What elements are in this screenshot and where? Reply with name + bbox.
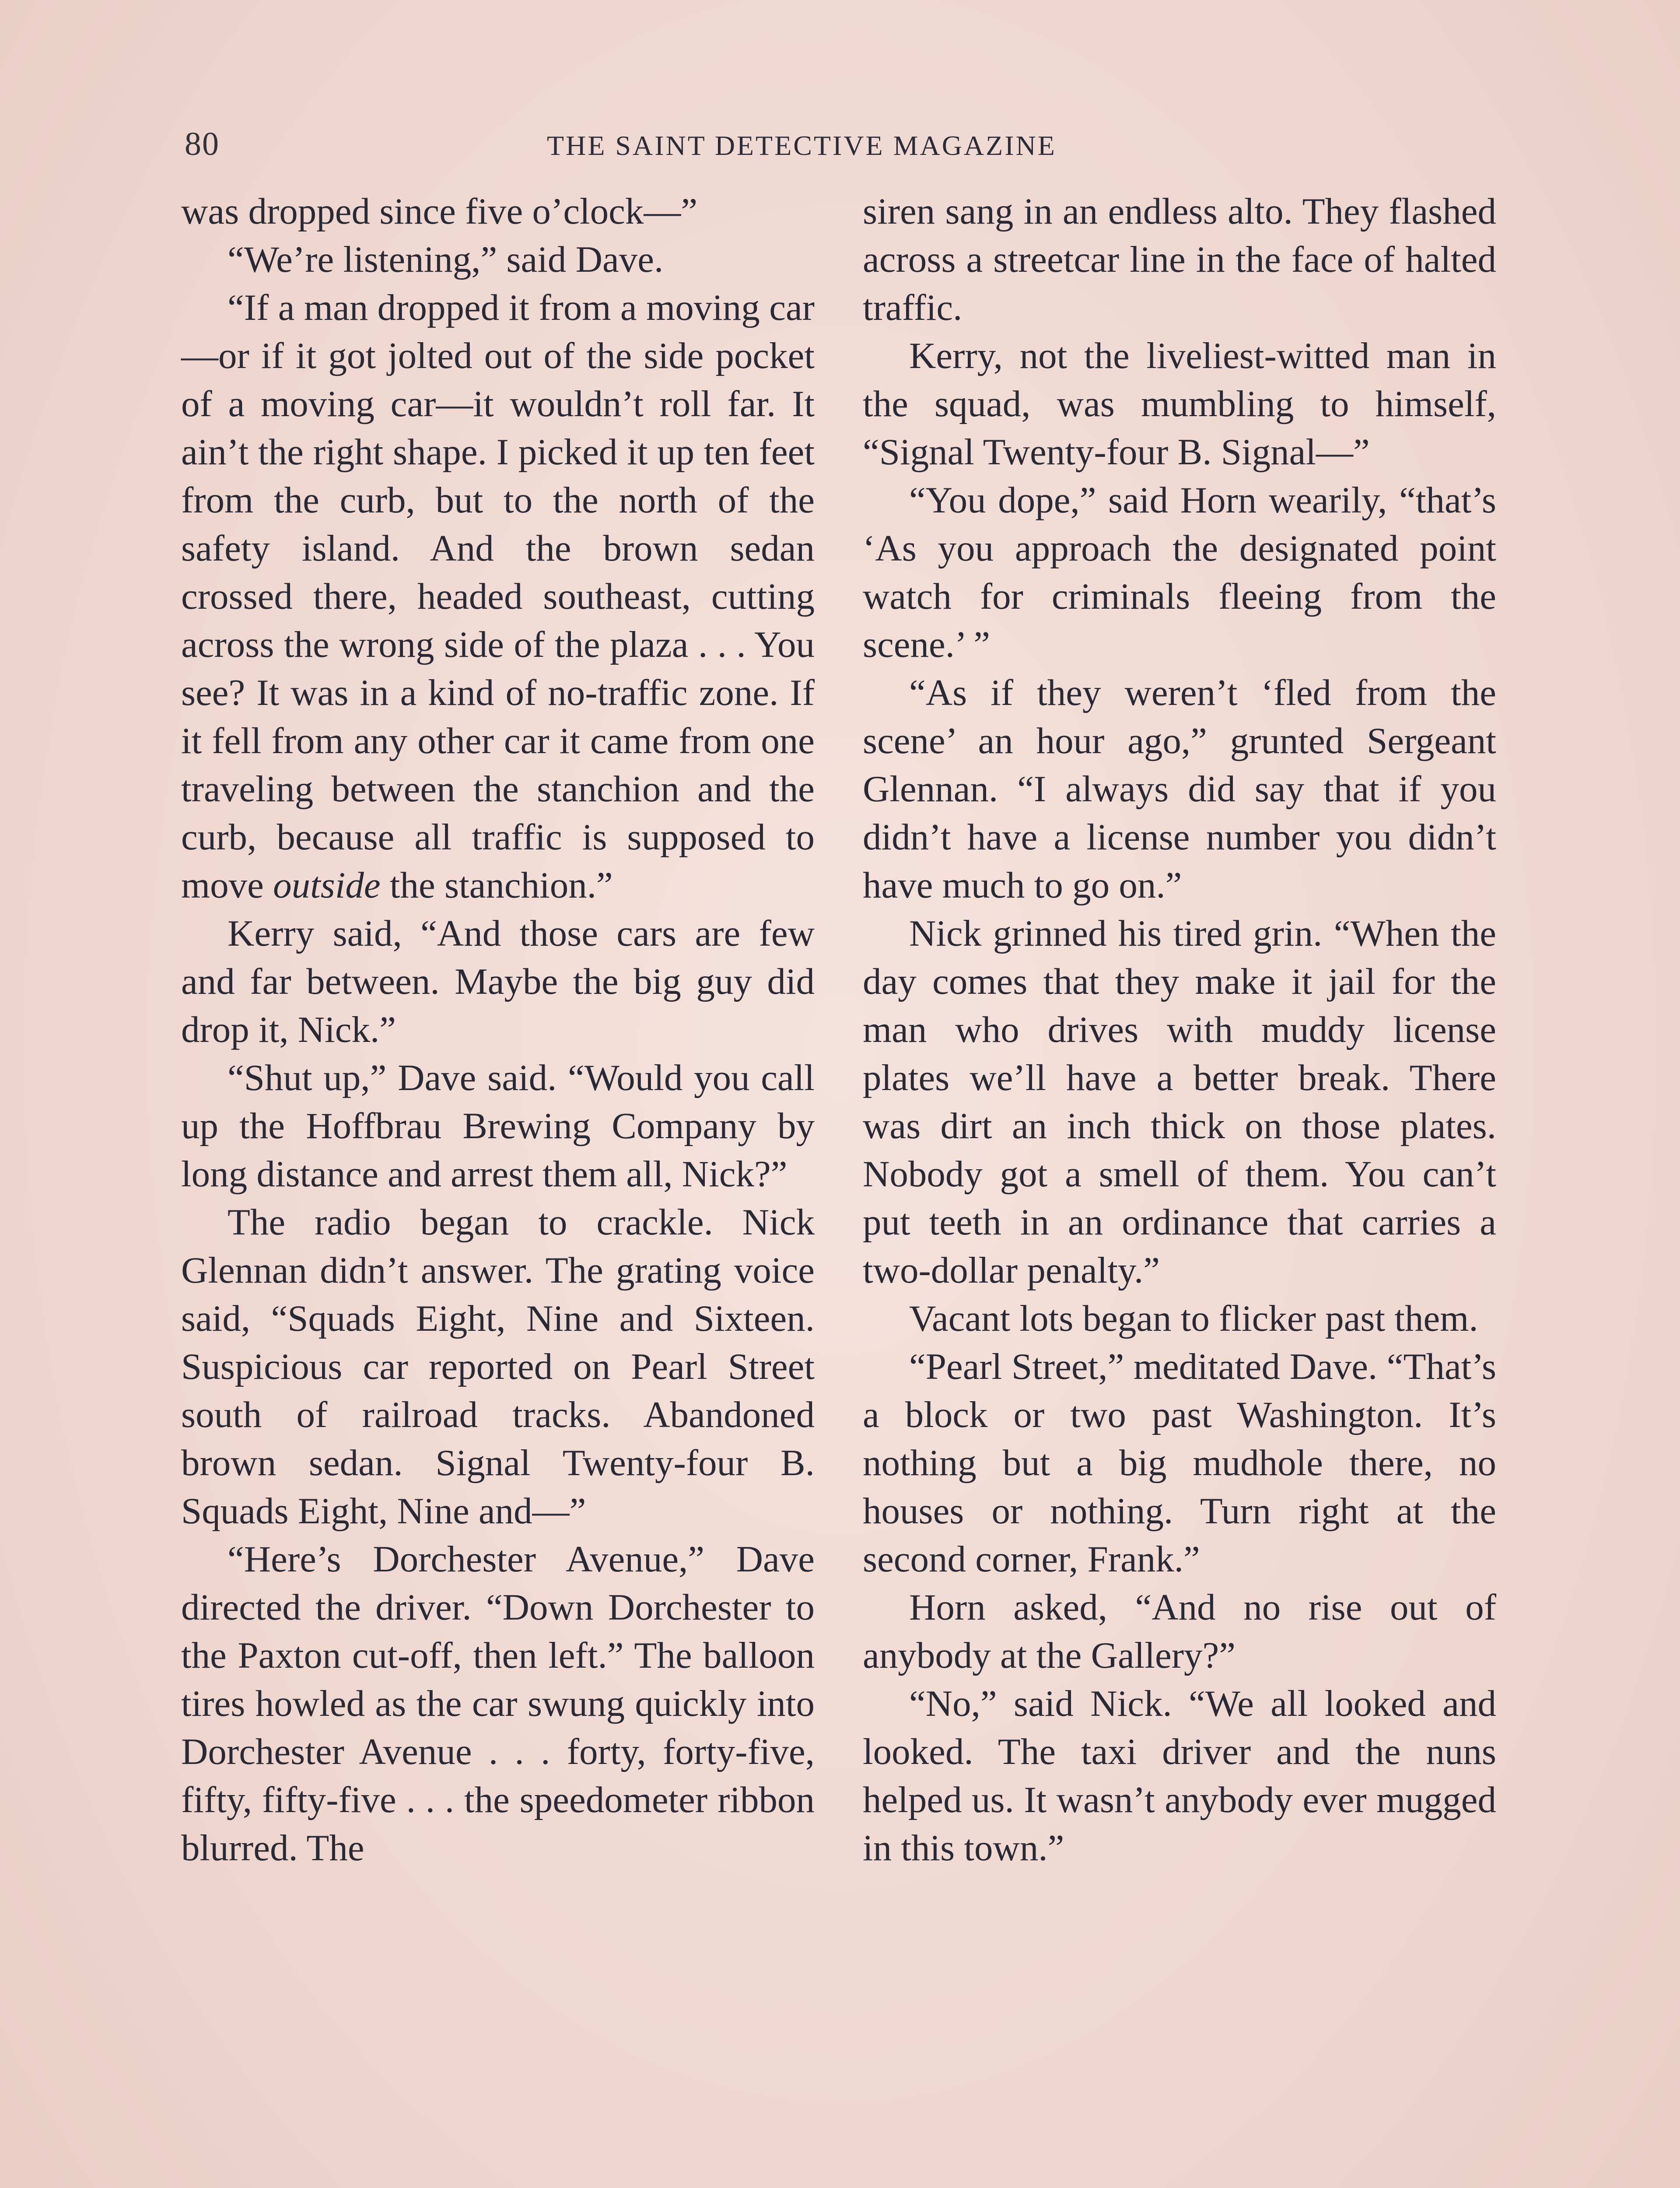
paragraph (863, 1343, 1496, 1583)
page-number: 80 (185, 126, 220, 162)
left-column (181, 187, 815, 1872)
paragraph-text: Kerry said, “And those cars are few and far between. Maybe the big guy did drop it, Nick.” (181, 913, 815, 1050)
paragraph (863, 1583, 1496, 1680)
emphasized-text: outside (273, 865, 381, 906)
paragraph (863, 1294, 1496, 1343)
paragraph-text: “Pearl Street,” meditated Dave. “That’s a block or two past Washington. It’s nothing but a big mudhole there, no houses or nothing. Turn right at the second corner, Frank.” (863, 1346, 1496, 1580)
paragraph (863, 669, 1496, 909)
paragraph-text: “Here’s Dorchester Avenue,” Dave directed the driver. “Down Dorchester to the Paxton cut-off, then left.” The balloon tires howled as the car swung quickly into Dorchester Avenue . . . forty, forty-five, fifty, fifty-five . . . the speedometer ribbon blurred. The (181, 1539, 815, 1869)
paragraph (181, 909, 815, 1054)
paragraph-text: The radio began to crackle. Nick Glennan didn’t answer. The grating voice said, “Squads Eight, Nine and Sixteen. Suspicious car reported on Pearl Street south of railroad tracks. Abandoned brown sedan. Signal Twenty-four B. Squads Eight, Nine and—” (181, 1202, 815, 1532)
paragraph (863, 1680, 1496, 1872)
page-header (179, 125, 1501, 165)
paragraph-text: “As if they weren’t ‘fled from the scene’ an hour ago,” grunted Sergeant Glennan. “I always did say that if you didn’t have a license number you didn’t have much to go on.” (863, 672, 1496, 906)
paragraph (181, 1198, 815, 1535)
paragraph-text: “If a man dropped it from a moving car—or if it got jolted out of the side pocket of a moving car—it wouldn’t roll far. It ain’t the right shape. I picked it up ten feet from the curb, but to the north of the safety island. And the brown sedan crossed there, headed southeast, cutting across the wrong side of the plaza . . . You see? It was in a kind of no-traffic zone. If it fell from any other car it came from one traveling between the stanchion and the curb, because all traffic is supposed to move (181, 287, 815, 906)
paragraph (863, 476, 1496, 669)
paragraph (181, 1054, 815, 1198)
paragraph-text: Nick grinned his tired grin. “When the day comes that they make it jail for the man who drives with muddy license plates we’ll have a better break. There was dirt an inch thick on those plates. Nobody got a smell of them. You can’t put teeth in an ordinance that carries a two-dollar penalty.” (863, 913, 1496, 1291)
paragraph (863, 187, 1496, 332)
running-head: THE SAINT DETECTIVE MAGAZINE (547, 130, 1057, 161)
paragraph (181, 1535, 815, 1872)
paragraph-text: “You dope,” said Horn wearily, “that’s ‘As you approach the designated point watch for criminals fleeing from the scene.’ ” (863, 480, 1496, 665)
paragraph-text: “We’re listening,” said Dave. (228, 239, 664, 280)
paragraph (863, 332, 1496, 476)
paragraph-text: was dropped since five o’clock—” (181, 191, 698, 232)
paragraph (863, 909, 1496, 1294)
paragraph-text: siren sang in an endless alto. They flashed across a streetcar line in the face of halted traffic. (863, 191, 1496, 328)
paragraph (181, 284, 815, 909)
paragraph (181, 187, 815, 235)
right-column (863, 187, 1496, 1872)
paragraph-text: “No,” said Nick. “We all looked and looked. The taxi driver and the nuns helped us. It wasn’t anybody ever mugged in this town.” (863, 1683, 1496, 1869)
paragraph (181, 235, 815, 284)
paragraph-text: Kerry, not the liveliest-witted man in the squad, was mumbling to himself, “Signal Twenty-four B. Signal—” (863, 335, 1496, 473)
paragraph-text: the stanchion.” (380, 865, 613, 906)
paragraph-text: Vacant lots began to flicker past them. (909, 1298, 1478, 1339)
paragraph-text: “Shut up,” Dave said. “Would you call up the Hoffbrau Brewing Company by long distance and arrest them all, Nick?” (181, 1057, 815, 1195)
paragraph-text: Horn asked, “And no rise out of anybody at the Gallery?” (863, 1587, 1496, 1676)
